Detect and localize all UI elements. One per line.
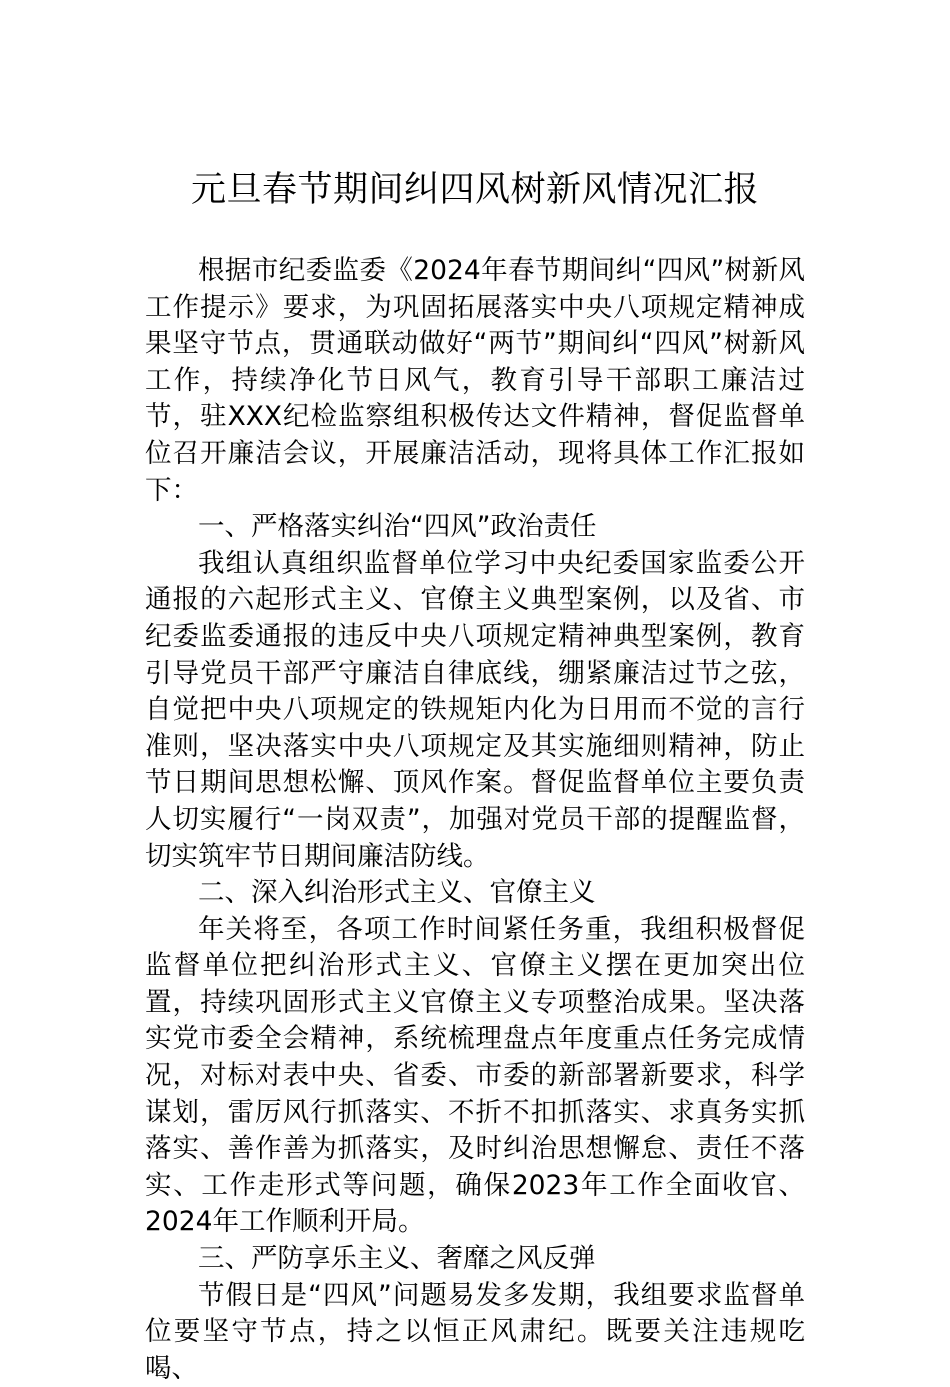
- section-paragraph-2: 年关将至，各项工作时间紧任务重，我组积极督促监督单位把纠治形式主义、官僚主义摆在更加突出位置，持续巩固形式主义官僚主义专项整治成果。坚决落实党市委全会精神，系统梳理盘点年度重点任务完成情况，对标对表中央、省委、市委的新部署新要求，科学谋划，雷厉风行抓落实、不折不扣抓落实、求真务实抓落实、善作善为抓落实，及时纠治思想懈怠、责任不落实、工作走形式等问题，确保2023年工作全面收官、2024年工作顺利开局。: [145, 913, 805, 1238]
- document-body: [145, 253, 805, 1387]
- document-title: 元旦春节期间纠四风树新风情况汇报: [190, 170, 759, 210]
- section-paragraph-1: 我组认真组织监督单位学习中央纪委国家监委公开通报的六起形式主义、官僚主义典型案例，以及省、市纪委监委通报的违反中央八项规定精神典型案例，教育引导党员干部严守廉洁自律底线，绷紧廉洁过节之弦，自觉把中央八项规定的铁规矩内化为日用而不觉的言行准则，坚决落实中央八项规定及其实施细则精神，防止节日期间思想松懈、顶风作案。督促监督单位主要负责人切实履行“一岗双责”，加强对党员干部的提醒监督，切实筑牢节日期间廉洁防线。: [145, 547, 805, 872]
- section-heading-1: 一、严格落实纠治“四风”政治责任: [198, 511, 597, 543]
- section-heading-3: 三、严防享乐主义、奢靡之风反弹: [198, 1243, 596, 1275]
- section-heading-2: 二、深入纠治形式主义、官僚主义: [198, 877, 596, 909]
- intro-paragraph: 根据市纪委监委《2024年春节期间纠“四风”树新风工作提示》要求，为巩固拓展落实中央八项规定精神成果坚守节点，贯通联动做好“两节”期间纠“四风”树新风工作，持续净化节日风气，教育引导干部职工廉洁过节，驻XXX纪检监察组积极传达文件精神，督促监督单位召开廉洁会议，开展廉洁活动，现将具体工作汇报如下：: [145, 255, 805, 506]
- section-paragraph-3: 节假日是“四风”问题易发多发期，我组要求监督单位要坚守节点，持之以恒正风肃纪。既要关注违规吃喝、: [145, 1279, 805, 1384]
